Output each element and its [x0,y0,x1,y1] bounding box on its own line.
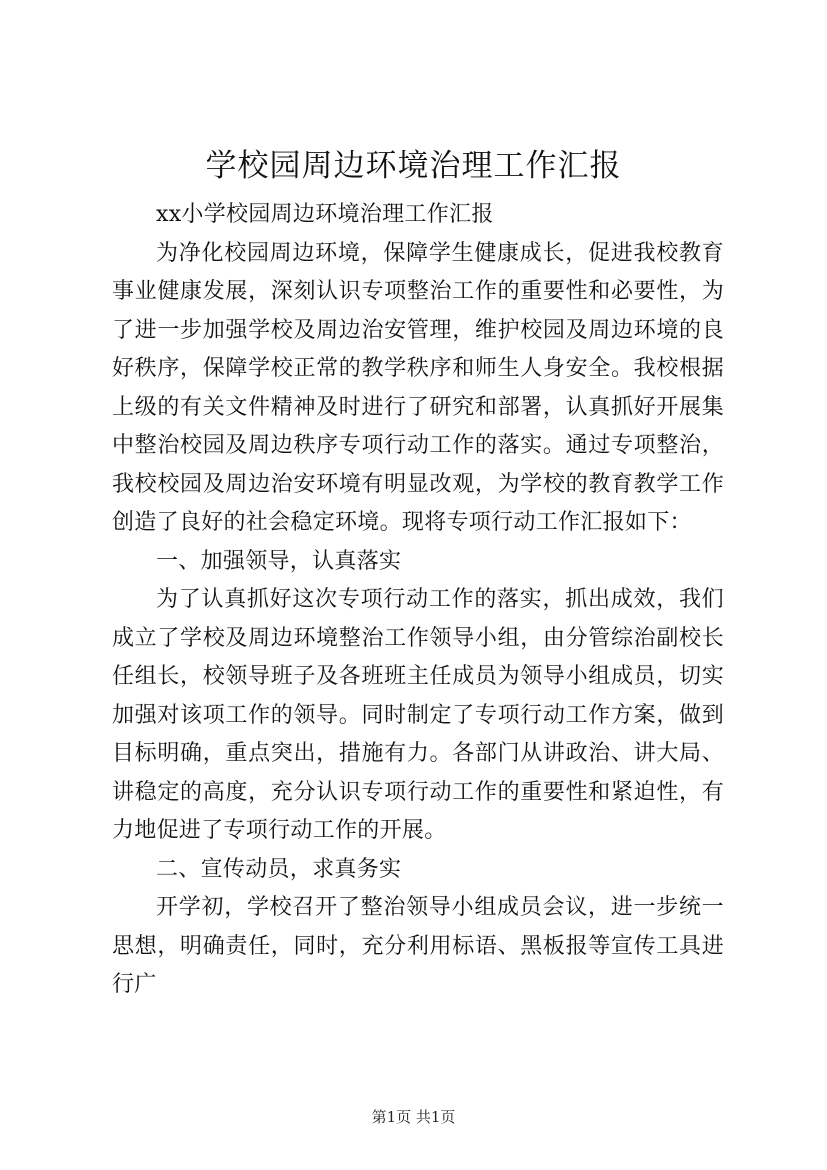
section-heading-1: 一、加强领导，认真落实 [156,548,402,574]
subtitle-paragraph: xx小学校园周边环境治理工作汇报 [156,202,494,227]
intro-paragraph: 为净化校园周边环境，保障学生健康成长，促进我校教育事业健康发展，深刻认识专项整治工作的重要性和必要性，为了进一步加强学校及周边治安管理，维护校园及周边环境的良好秩序，保障学校正常的教学秩序和师生人身安全。我校根据上级的有关文件精神及时进行了研究和部署，认真抓好开展集中整治校园及周边秩序专项行动工作的落实。通过专项整治，我校校园及周边治安环境有明显改观，为学校的教育教学工作创造了良好的社会稳定环境。现将专项行动工作汇报如下： [112,240,724,535]
document-body [112,196,724,1005]
section-1-paragraph: 为了认真抓好这次专项行动工作的落实，抓出成效，我们成立了学校及周边环境整治工作领导小组，由分管综治副校长任组长，校领导班子及各班班主任成员为领导小组成员，切实加强对该项工作的领导。同时制定了专项行动工作方案，做到目标明确，重点突出，措施有力。各部门从讲政治、讲大局、讲稳定的高度，充分认识专项行动工作的重要性和紧迫性，有力地促进了专项行动工作的开展。 [112,587,724,843]
page-footer: 第1页 共1页 [371,1108,456,1126]
section-2-paragraph: 开学初，学校召开了整治领导小组成员会议，进一步统一思想，明确责任，同时，充分利用标语、黑板报等宣传工具进行广 [112,895,724,997]
document-title: 学校园周边环境治理工作汇报 [205,148,622,184]
section-heading-2: 二、宣传动员，求真务实 [156,856,402,882]
